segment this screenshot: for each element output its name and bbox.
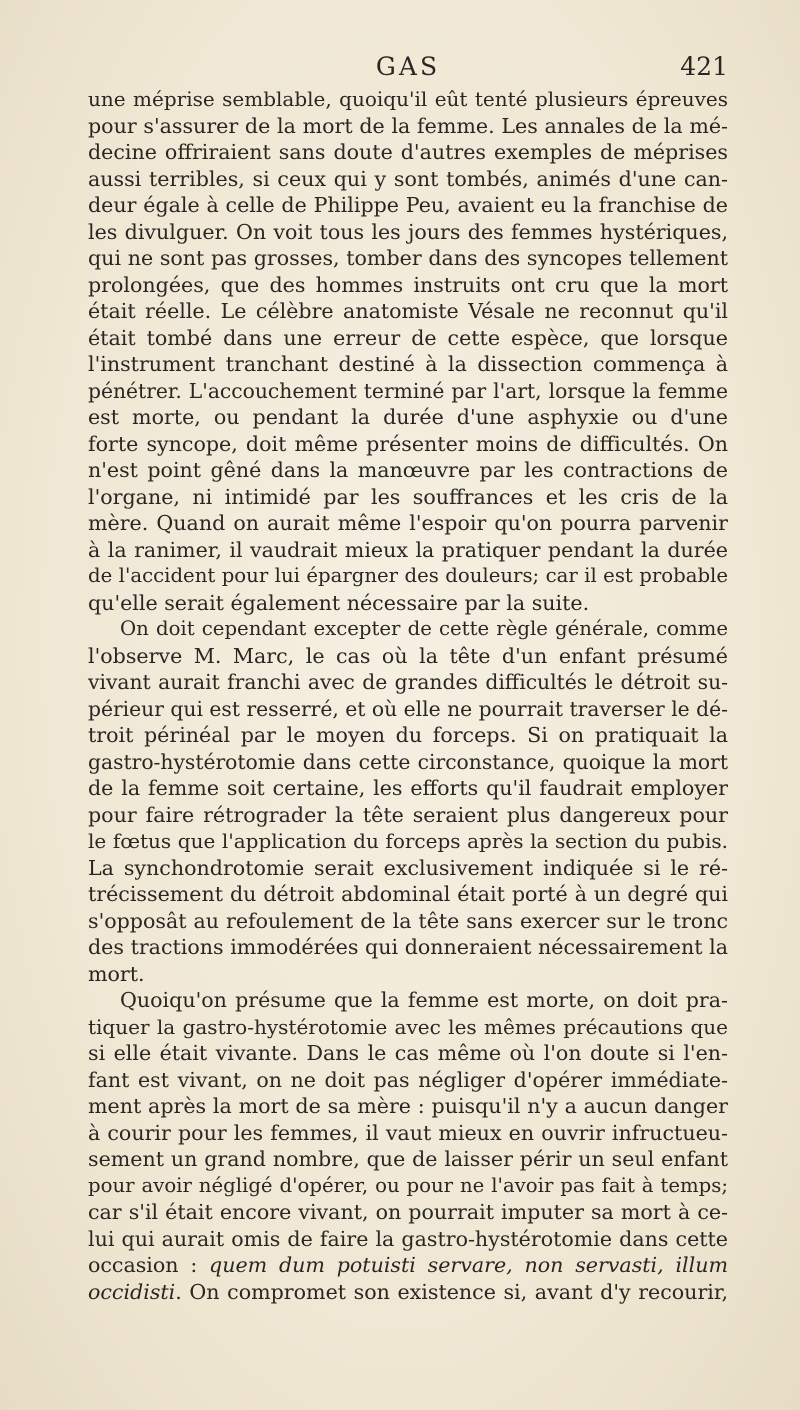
text-line: à la ranimer, il vaudrait mieux la pratiquer pendant la durée: [88, 537, 728, 562]
text-line: à courir pour les femmes, il vaut mieux en ouvrir infructueu-: [88, 1120, 728, 1145]
latin-quotation: quem dum potuisti servare, non servasti, illum: [209, 1253, 728, 1277]
text-line: [88, 1252, 728, 1279]
text-line: pour faire rétrograder la tête seraient plus dangereux pour: [88, 802, 728, 827]
text-fragment: occasion :: [88, 1253, 210, 1277]
text-line: [88, 1279, 728, 1306]
text-line: était réelle. Le célèbre anatomiste Vésale ne reconnut qu'il: [88, 299, 728, 323]
latin-quotation-end: occidisti: [88, 1279, 176, 1304]
text-line: qu'elle serait également nécessaire par la suite.: [88, 590, 590, 615]
text-line: mort.: [88, 961, 145, 986]
text-line: ment après la mort de sa mère : puisqu'il n'y a aucun danger: [88, 1094, 728, 1118]
page-header: [88, 52, 728, 86]
page-number: 421: [680, 52, 728, 81]
text-line: sement un grand nombre, que de laisser périr un seul enfant: [88, 1147, 728, 1171]
text-line: deur égale à celle de Philippe Peu, avaient eu la franchise de: [88, 193, 728, 217]
text-line: forte syncope, doit même présenter moins de difficultés. On: [88, 431, 728, 456]
text-line: qui ne sont pas grosses, tomber dans des syncopes tellement: [88, 246, 728, 270]
text-line: n'est point gêné dans la manœuvre par les contractions de: [88, 458, 728, 482]
text-line: de la femme soit certaine, les efforts qu'il faudrait employer: [88, 776, 728, 800]
text-line: de l'accident pour lui épargner des douleurs; car il est probable: [88, 564, 728, 587]
text-line: aussi terribles, si ceux qui y sont tombés, animés d'une can-: [88, 166, 728, 191]
text-line: des tractions immodérées qui donneraient nécessairement la: [88, 935, 728, 959]
text-line: pour s'assurer de la mort de la femme. Les annales de la mé-: [88, 113, 728, 138]
text-line: trécissement du détroit abdominal était porté à un degré qui: [88, 882, 728, 906]
text-line: prolongées, que des hommes instruits ont cru que la mort: [88, 272, 728, 297]
text-line: La synchondrotomie serait exclusivement indiquée si le ré-: [88, 855, 728, 880]
text-line: pénétrer. L'accouchement terminé par l'art, lorsque la femme: [88, 378, 728, 403]
body-text: [88, 86, 728, 1305]
text-line: est morte, ou pendant la durée d'une asphyxie ou d'une: [88, 405, 728, 429]
text-line: vivant aurait franchi avec de grandes difficultés le détroit su-: [88, 670, 728, 694]
text-line: tiquer la gastro-hystérotomie avec les mêmes précautions que: [88, 1014, 728, 1039]
text-line: On doit cependant excepter de cette règle générale, comme: [120, 617, 728, 640]
text-line: gastro-hystérotomie dans cette circonstance, quoique la mort: [88, 749, 728, 774]
text-line: les divulguer. On voit tous les jours des femmes hystériques,: [88, 219, 728, 244]
text-line: l'observe M. Marc, le cas où la tête d'un enfant présumé: [88, 643, 728, 668]
text-line: lui qui aurait omis de faire la gastro-hystérotomie dans cette: [88, 1226, 728, 1251]
text-line: l'organe, ni intimidé par les souffrances et les cris de la: [88, 484, 728, 509]
running-title: GAS: [375, 52, 441, 81]
text-line: car s'il était encore vivant, on pourrait imputer sa mort à ce-: [88, 1200, 728, 1224]
text-line: l'instrument tranchant destiné à la dissection commença à: [88, 352, 728, 376]
text-line: decine offriraient sans doute d'autres exemples de méprises: [88, 140, 728, 164]
text-fragment: . On compromet son existence si, avant d'y recourir,: [175, 1279, 728, 1304]
text-line: mère. Quand on aurait même l'espoir qu'on pourra parvenir: [88, 511, 728, 535]
text-line: si elle était vivante. Dans le cas même où l'on doute si l'en-: [88, 1041, 728, 1065]
text-line: périeur qui est resserré, et où elle ne pourrait traverser le dé-: [88, 696, 728, 721]
text-line: pour avoir négligé d'opérer, ou pour ne l'avoir pas fait à temps;: [88, 1173, 728, 1197]
text-line: Quoiqu'on présume que la femme est morte, on doit pra-: [120, 988, 728, 1012]
text-line: le fœtus que l'application du forceps après la section du pubis.: [88, 829, 728, 853]
text-line: s'opposât au refoulement de la tête sans exercer sur le tronc: [88, 908, 728, 933]
text-line: était tombé dans une erreur de cette espèce, que lorsque: [88, 325, 728, 350]
text-line: fant est vivant, on ne doit pas négliger d'opérer immédiate-: [88, 1067, 728, 1092]
text-line: une méprise semblable, quoiqu'il eût tenté plusieurs épreuves: [88, 87, 728, 111]
text-line: troit périnéal par le moyen du forceps. Si on pratiquait la: [88, 723, 728, 747]
